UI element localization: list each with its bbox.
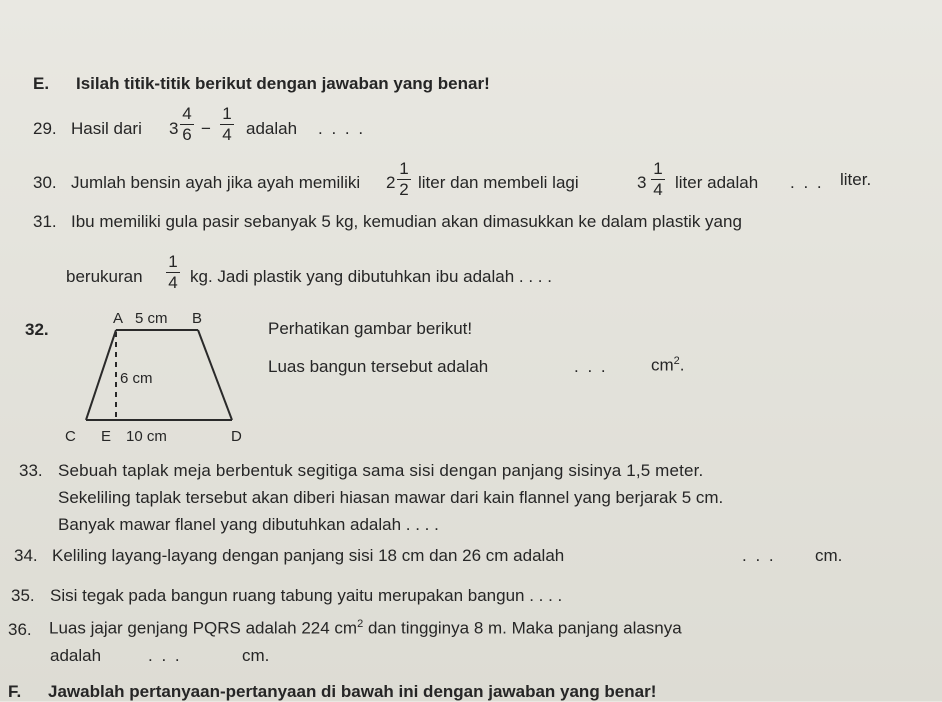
q29-fraction-1: 4 6 bbox=[180, 105, 194, 144]
q30-text: Jumlah bensin ayah jika ayah memiliki bbox=[71, 173, 361, 192]
section-e-title: Isilah titik-titik berikut dengan jawaban yang benar! bbox=[76, 74, 490, 93]
q29-whole: 3 bbox=[169, 119, 179, 138]
q36-line-2-end: cm. bbox=[242, 646, 270, 665]
q29-minus: − bbox=[201, 119, 211, 138]
q30-whole-2: 3 bbox=[637, 173, 647, 192]
q32-number: 32. bbox=[25, 320, 49, 339]
point-c-label: C bbox=[65, 428, 76, 445]
q31-line-1: Ibu memiliki gula pasir sebanyak 5 kg, kemudian akan dimasukkan ke dalam plastik yang bbox=[71, 212, 742, 231]
q30-whole-1: 2 bbox=[386, 173, 396, 192]
q33-line-1: Sebuah taplak meja berbentuk segitiga sama sisi dengan panjang sisinya 1,5 meter. bbox=[58, 461, 704, 480]
q36-line-2-start: adalah bbox=[50, 646, 102, 665]
point-e-label: E bbox=[101, 428, 112, 445]
q32-question: Luas bangun tersebut adalah bbox=[268, 357, 489, 376]
point-b-label: B bbox=[192, 310, 203, 327]
q31-line-2-start: berukuran bbox=[66, 267, 143, 286]
q30-text-mid: liter dan membeli lagi bbox=[418, 173, 579, 192]
q36-dots: . . . bbox=[148, 646, 182, 665]
q32-dots: . . . bbox=[574, 357, 608, 376]
q31-fraction: 1 4 bbox=[166, 253, 180, 292]
q36-line-1: Luas jajar genjang PQRS adalah 224 $cm^2$ dan tingginya 8 m. Maka panjang alasnya bbox=[49, 618, 682, 638]
top-length-label: 5 cm bbox=[135, 310, 168, 327]
q29-text-end: adalah bbox=[246, 119, 298, 138]
q30-dots: . . . bbox=[790, 173, 824, 192]
point-a-label: A bbox=[113, 310, 124, 327]
point-d-label: D bbox=[231, 428, 242, 445]
q29-fraction-2: 1 4 bbox=[220, 105, 234, 144]
q30-fraction-1: 1 2 bbox=[397, 160, 411, 199]
height-label: 6 cm bbox=[120, 370, 153, 387]
q35-text: Sisi tegak pada bangun ruang tabung yaitu merupakan bangun . . . . bbox=[50, 586, 563, 605]
q30-fraction-2: 1 4 bbox=[651, 160, 665, 199]
q30-unit: liter. bbox=[840, 170, 872, 189]
bottom-length-label: 10 cm bbox=[126, 428, 167, 445]
q29-number: 29. bbox=[33, 119, 57, 138]
q33-line-3: Banyak mawar flanel yang dibutuhkan adalah . . . . bbox=[58, 515, 439, 534]
section-e-letter: E. bbox=[33, 74, 50, 93]
q29-text: Hasil dari bbox=[71, 119, 142, 138]
q34-number: 34. bbox=[14, 546, 38, 565]
trapezoid-left-edge bbox=[86, 330, 116, 420]
section-f-letter: F. bbox=[8, 682, 22, 701]
q31-line-2-end: kg. Jadi plastik yang dibutuhkan ibu adalah . . . . bbox=[190, 267, 552, 286]
section-f-title: Jawablah pertanyaan-pertanyaan di bawah ini dengan jawaban yang benar! bbox=[48, 682, 657, 701]
q35-number: 35. bbox=[11, 586, 35, 605]
q34-dots: . . . bbox=[742, 546, 776, 565]
q36-number: 36. bbox=[8, 620, 32, 639]
q29-dots: . . . . bbox=[318, 119, 366, 138]
q34-text: Keliling layang-layang dengan panjang sisi 18 cm dan 26 cm adalah bbox=[52, 546, 565, 565]
q33-number: 33. bbox=[19, 461, 43, 480]
q31-number: 31. bbox=[33, 212, 57, 231]
trapezoid-right-edge bbox=[198, 330, 232, 420]
q32-unit: $cm^2$. bbox=[651, 355, 685, 375]
q32-trapezoid-figure bbox=[56, 308, 266, 454]
q33-line-2: Sekeliling taplak tersebut akan diberi hiasan mawar dari kain flannel yang berjarak 5 cm. bbox=[58, 488, 724, 507]
q32-instruction: Perhatikan gambar berikut! bbox=[268, 319, 473, 338]
q30-text-end: liter adalah bbox=[675, 173, 759, 192]
q30-number: 30. bbox=[33, 173, 57, 192]
q34-unit: cm. bbox=[815, 546, 843, 565]
